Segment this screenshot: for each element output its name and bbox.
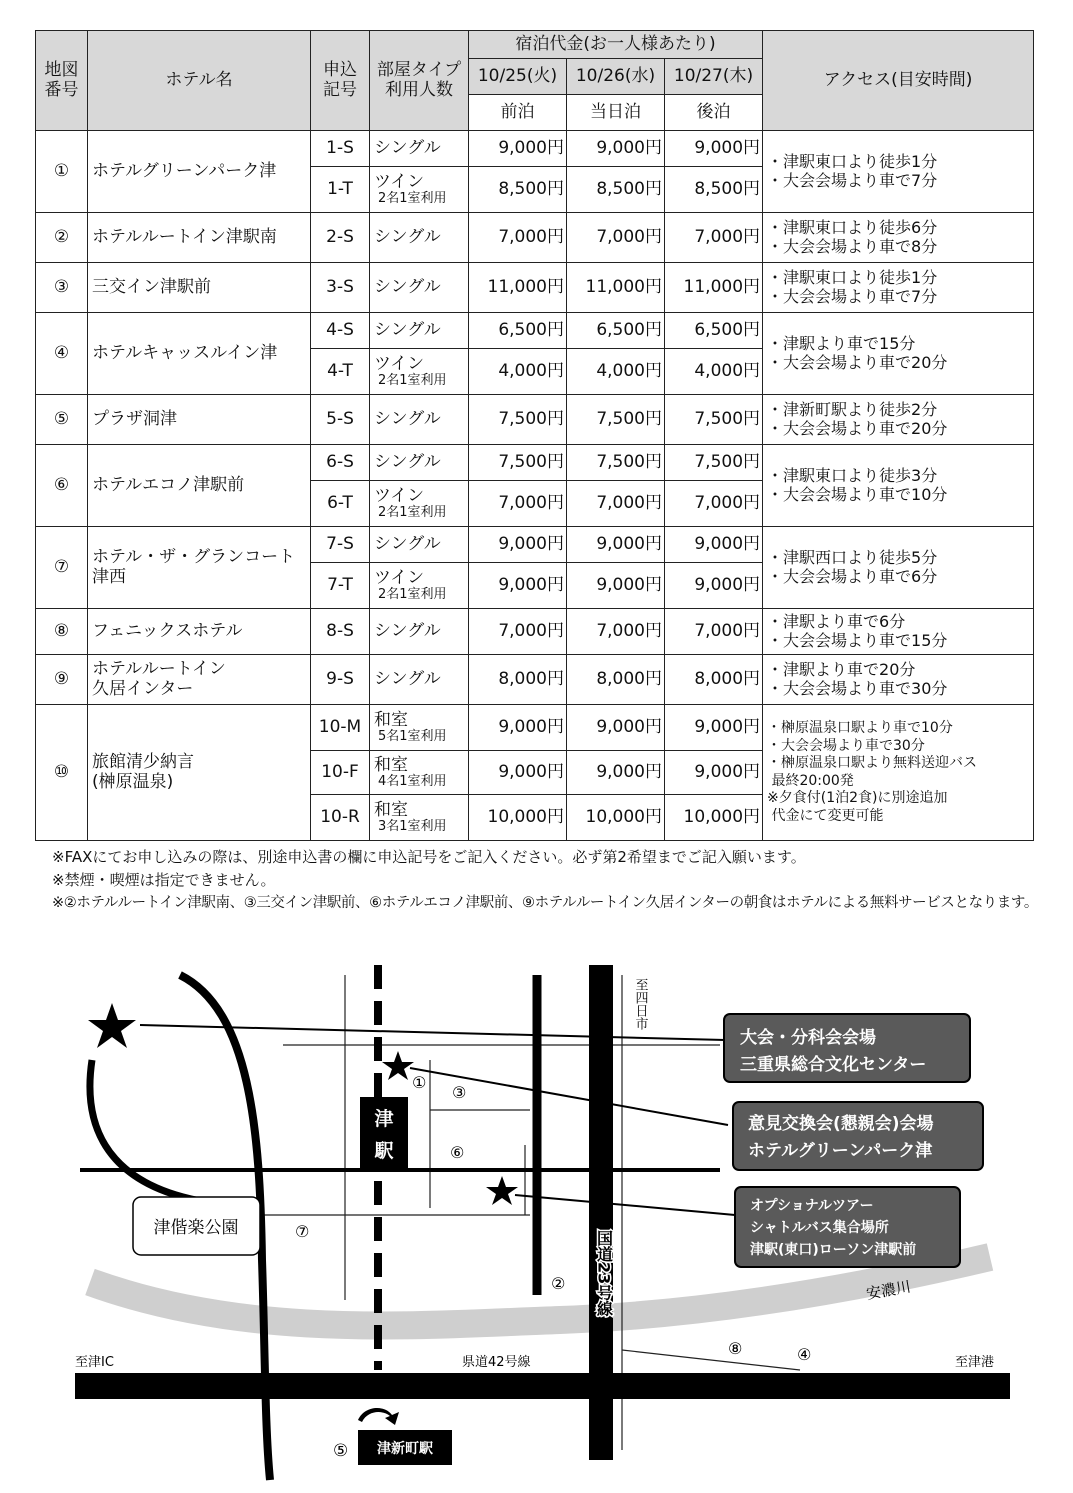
map-number: ③ [36,263,88,313]
room-type: シングル [370,527,469,563]
apply-code: 6-T [311,481,370,527]
access-info: ・津駅より車で6分 ・大会会場より車で15分 [763,609,1034,655]
hotel-name: ホテルエコノ津駅前 [88,445,311,527]
access-info: ・津駅西口より徒歩5分 ・大会会場より車で6分 [763,527,1034,609]
table-row [36,445,1034,481]
access-info: ・津駅より車で15分 ・大会会場より車で20分 [763,313,1034,395]
hotel-name: ホテルルートイン 久居インター [88,655,311,705]
price-cell: 9,000円 [567,563,665,609]
to-tsu-port-label: 至津港 [955,1355,995,1370]
price-cell: 7,000円 [567,213,665,263]
callout-reception [733,1102,983,1170]
hotel-marker-7: ⑦ [295,1222,310,1241]
price-cell: 10,000円 [567,795,665,841]
access-info: ・津駅東口より徒歩1分 ・大会会場より車で7分 [763,131,1034,213]
hotel-marker-2: ② [551,1274,566,1293]
table-row [36,395,1034,445]
price-cell: 9,000円 [567,527,665,563]
hotel-marker-1: ① [412,1073,427,1092]
apply-code: 2-S [311,213,370,263]
price-cell: 6,500円 [665,313,763,349]
apply-code: 8-S [311,609,370,655]
hotel-name: 旅館清少納言 (榊原温泉) [88,705,311,841]
apply-code: 7-T [311,563,370,609]
room-type: 和室 3名1室利用 [370,795,469,841]
access-map [0,930,1073,1493]
room-type: ツイン 2名1室利用 [370,167,469,213]
svg-text:三重県総合文化センター: 三重県総合文化センター [740,1055,927,1075]
price-cell: 7,000円 [469,609,567,655]
hotel-name: ホテル・ザ・グランコート 津西 [88,527,311,609]
price-cell: 9,000円 [469,527,567,563]
price-cell: 9,000円 [665,563,763,609]
price-cell: 8,500円 [567,167,665,213]
map-number: ④ [36,313,88,395]
price-cell: 9,000円 [469,131,567,167]
price-cell: 7,000円 [665,213,763,263]
price-cell: 7,500円 [665,395,763,445]
park-label: 津偕楽公園 [153,1218,239,1238]
apply-code: 10-M [311,705,370,751]
room-type: シングル [370,655,469,705]
hotel-name: フェニックスホテル [88,609,311,655]
header-code: 申込 記号 [311,31,370,131]
hotel-marker-6: ⑥ [450,1143,465,1162]
hotel-name: 三交イン津駅前 [88,263,311,313]
price-cell: 8,500円 [469,167,567,213]
price-cell: 9,000円 [469,563,567,609]
hotel-name: ホテルキャッスルイン津 [88,313,311,395]
price-cell: 7,500円 [469,445,567,481]
price-cell: 4,000円 [567,349,665,395]
table-row [36,609,1034,655]
date-header: 10/25(火) [469,59,567,95]
room-type: シングル [370,131,469,167]
note-line: ※FAXにてお申し込みの際は、別途申込書の欄に申込記号をご記入ください。必ず第2希望までご記入願います。 [52,848,806,866]
apply-code: 3-S [311,263,370,313]
walk-arrow-icon [358,1408,399,1425]
note-line: ※②ホテルルートイン津駅南、③三交イン津駅前、⑥ホテルエコノ津駅前、⑨ホテルルートイン久居インターの朝食はホテルによる無料サービスとなります。 [52,895,1038,911]
room-type: ツイン 2名1室利用 [370,481,469,527]
header-map-no: 地図 番号 [36,31,88,131]
svg-text:津駅(東口)ローソン津駅前: 津駅(東口)ローソン津駅前 [750,1242,917,1258]
price-cell: 7,000円 [665,609,763,655]
price-cell: 6,500円 [567,313,665,349]
apply-code: 5-S [311,395,370,445]
apply-code: 7-S [311,527,370,563]
price-cell: 11,000円 [469,263,567,313]
price-cell: 4,000円 [665,349,763,395]
room-type: シングル [370,445,469,481]
header-hotel-name: ホテル名 [88,31,311,131]
apply-code: 1-S [311,131,370,167]
map-number: ⑧ [36,609,88,655]
hotel-name: ホテルルートイン津駅南 [88,213,311,263]
pref-road-label: 県道42号線 [462,1355,531,1370]
room-type: 和室 4名1室利用 [370,751,469,795]
price-cell: 7,500円 [469,395,567,445]
table-row [36,263,1034,313]
apply-code: 6-S [311,445,370,481]
price-cell: 8,000円 [665,655,763,705]
apply-code: 10-R [311,795,370,841]
price-cell: 9,000円 [469,705,567,751]
access-info: ・津駅東口より徒歩1分 ・大会会場より車で7分 [763,263,1034,313]
price-cell: 11,000円 [567,263,665,313]
price-cell: 7,000円 [469,481,567,527]
map-number: ② [36,213,88,263]
to-yokkaichi-label: 至四日市 [632,978,648,1030]
price-cell: 9,000円 [567,751,665,795]
hotel-name: ホテルグリーンパーク津 [88,131,311,213]
price-cell: 9,000円 [567,705,665,751]
room-type: シングル [370,213,469,263]
table-row [36,313,1034,349]
callout-venue [724,1014,970,1082]
price-cell: 4,000円 [469,349,567,395]
room-type: 和室 5名1室利用 [370,705,469,751]
map-number: ⑨ [36,655,88,705]
price-cell: 9,000円 [665,131,763,167]
date-header: 10/27(木) [665,59,763,95]
price-cell: 8,000円 [469,655,567,705]
route23-label: 国道23号線 [594,1230,614,1317]
night-header: 当日泊 [567,95,665,131]
room-type: シングル [370,313,469,349]
access-info: ・津駅東口より徒歩6分 ・大会会場より車で8分 [763,213,1034,263]
map-number: ① [36,131,88,213]
room-type: ツイン 2名1室利用 [370,349,469,395]
header-price-group: 宿泊代金(お一人様あたり) [469,31,763,59]
hotel-name: プラザ洞津 [88,395,311,445]
map-number: ⑤ [36,395,88,445]
callout-lines [140,1025,735,1215]
hotel-marker-3: ③ [452,1083,467,1102]
hotel-marker-8: ⑧ [728,1339,743,1358]
price-cell: 9,000円 [567,131,665,167]
notes [52,846,1038,915]
map-number: ⑦ [36,527,88,609]
access-info: ・津駅より車で20分 ・大会会場より車で30分 [763,655,1034,705]
map-number: ⑥ [36,445,88,527]
access-info: ・津新町駅より徒歩2分 ・大会会場より車で20分 [763,395,1034,445]
access-info: ・榊原温泉口駅より車で10分 ・大会会場より車で30分 ・榊原温泉口駅より無料送迎バス 最終20:00発 ※夕食付(1泊2食)に別途追加 代金にて変更可能 [763,705,1034,841]
price-cell: 9,000円 [469,751,567,795]
map-number: ⑩ [36,705,88,841]
svg-text:意見交換会(懇親会)会場: 意見交換会(懇親会)会場 [748,1114,934,1134]
callout-shuttle [735,1187,960,1267]
hotel-rate-table [35,30,1034,841]
apply-code: 4-T [311,349,370,395]
apply-code: 4-S [311,313,370,349]
price-cell: 7,500円 [567,445,665,481]
hotel-marker-4: ④ [797,1345,812,1364]
price-cell: 7,000円 [567,609,665,655]
price-cell: 8,500円 [665,167,763,213]
star-icon [88,1003,136,1048]
room-type: ツイン 2名1室利用 [370,563,469,609]
price-cell: 9,000円 [665,705,763,751]
price-cell: 9,000円 [665,527,763,563]
price-cell: 7,500円 [567,395,665,445]
price-cell: 8,000円 [567,655,665,705]
table-row [36,705,1034,751]
night-header: 後泊 [665,95,763,131]
star-icon [382,1051,414,1080]
pref-road-42 [75,1373,1010,1399]
svg-text:ホテルグリーンパーク津: ホテルグリーンパーク津 [748,1141,933,1161]
room-type: シングル [370,395,469,445]
price-cell: 10,000円 [469,795,567,841]
date-header: 10/26(水) [567,59,665,95]
svg-text:オプショナルツアー: オプショナルツアー [750,1198,874,1214]
price-cell: 7,000円 [567,481,665,527]
table-row [36,655,1034,705]
night-header: 前泊 [469,95,567,131]
river-label: 安濃川 [864,1277,913,1304]
header-room-type: 部屋タイプ 利用人数 [370,31,469,131]
svg-text:シャトルバス集合場所: シャトルバス集合場所 [750,1220,889,1236]
header-access: アクセス(目安時間) [763,31,1034,131]
apply-code: 9-S [311,655,370,705]
price-cell: 7,500円 [665,445,763,481]
star-icon [486,1176,518,1205]
tsu-station-label-2: 駅 [374,1140,394,1162]
to-tsu-ic-label: 至津IC [75,1355,114,1370]
svg-text:大会・分科会会場: 大会・分科会会場 [740,1028,876,1048]
price-cell: 11,000円 [665,263,763,313]
room-type: シングル [370,609,469,655]
shinmachi-station-label: 津新町駅 [377,1441,433,1457]
note-line: ※禁煙・喫煙は指定できません。 [52,871,276,889]
apply-code: 1-T [311,167,370,213]
apply-code: 10-F [311,751,370,795]
price-cell: 10,000円 [665,795,763,841]
room-type: シングル [370,263,469,313]
access-info: ・津駅東口より徒歩3分 ・大会会場より車で10分 [763,445,1034,527]
hotel-marker-5: ⑤ [333,1441,349,1461]
price-cell: 9,000円 [665,751,763,795]
price-cell: 7,000円 [665,481,763,527]
price-cell: 6,500円 [469,313,567,349]
tsu-station-label-1: 津 [374,1108,394,1130]
table-row [36,527,1034,563]
table-row [36,131,1034,167]
table-row [36,213,1034,263]
price-cell: 7,000円 [469,213,567,263]
